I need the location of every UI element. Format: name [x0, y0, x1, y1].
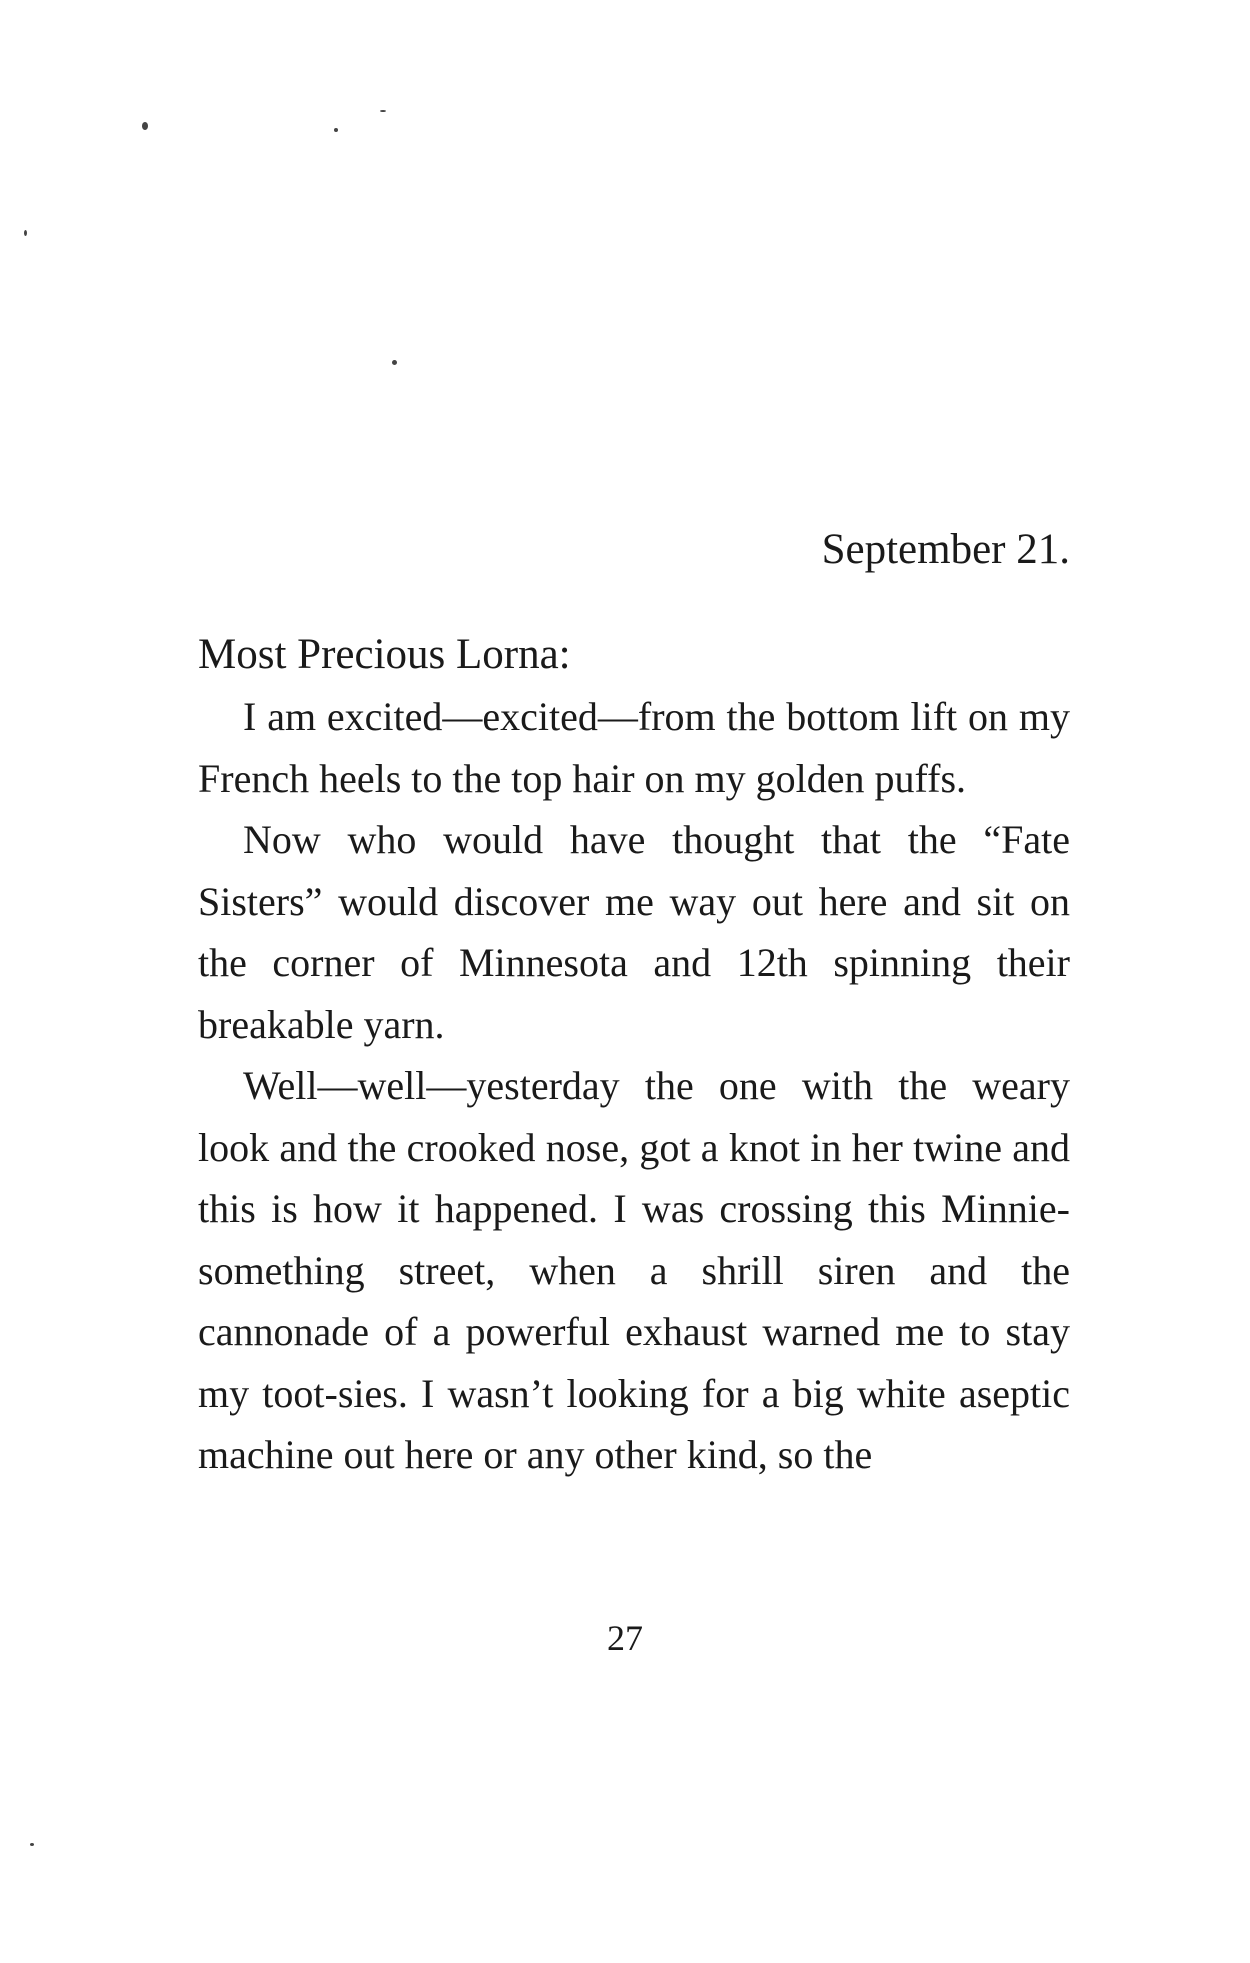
scan-speck	[334, 128, 338, 132]
letter-salutation: Most Precious Lorna:	[198, 631, 571, 678]
scan-speck	[142, 122, 148, 130]
scan-speck	[24, 230, 27, 236]
page-number: 27	[607, 1618, 643, 1658]
scan-speck	[380, 110, 386, 112]
page-text	[198, 520, 1070, 1486]
letter-paragraph: Well—well—yesterday the one with the weary look and the crooked nose, got a knot in her twine and this is how it happened. I was crossing this Minnie-something street, when a shrill siren and the cannonade of a powerful exhaust warned me to stay my toot-sies. I wasn’t looking for a big white aseptic machine out here or any other kind, so the	[198, 1063, 1070, 1477]
scan-speck	[30, 1843, 34, 1846]
scan-speck	[392, 360, 397, 365]
letter-paragraph: Now who would have thought that the “Fate Sisters” would discover me way out here and sit on the corner of Minnesota and 12th spinning their breakable yarn.	[198, 817, 1070, 1047]
letter-date: September 21.	[821, 526, 1070, 573]
letter-paragraph: I am excited—excited—from the bottom lift on my French heels to the top hair on my golden puffs.	[198, 694, 1070, 801]
